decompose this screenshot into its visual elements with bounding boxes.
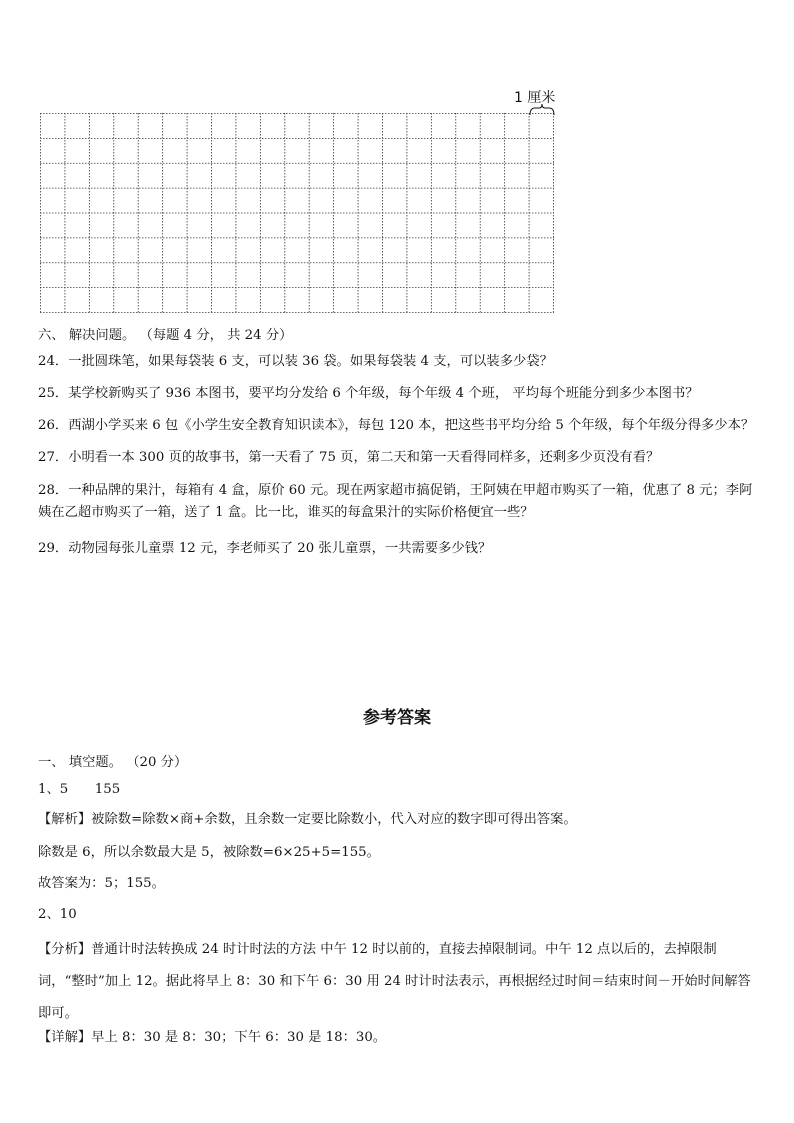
grid-lines [40,113,554,313]
question-24: 24．一批圆珠笔，如果每袋装 6 支，可以装 36 袋。如果每袋装 4 支，可以装多少袋？ [38,354,553,369]
answer-2: 2、10 [38,907,77,922]
centimeter-grid [40,113,554,313]
answer-1: 1、5 155 [38,782,121,797]
answers-title: 参考答案 [363,708,431,728]
question-27: 27．小明看一本 300 页的故事书，第一天看了 75 页，第二天和第一天看得同样多，还剩多少页没有看？ [38,450,660,465]
answer-1-result: 故答案为：5；155。 [38,876,165,891]
section1-heading: 一、 填空题。 （20 分） [38,755,188,770]
answer-1-analysis: 【解析】被除数=除数×商+余数，且余数一定要比除数小，代入对应的数字即可得出答案。 [38,812,577,827]
section6-heading: 六、 解决问题。 （每题 4 分， 共 24 分） [38,328,293,343]
answer-1-step: 除数是 6，所以余数最大是 5，被除数=6×25+5=155。 [38,845,380,860]
answer-2-detail: 【详解】早上 8：30 是 8：30；下午 6：30 是 18：30。 [38,1030,387,1045]
answer-2-analysis: 【分析】普通计时法转换成 24 时计时法的方法 中午 12 时以前的，直接去掉限制词。中午 12 点以后的，去掉限制词，“整时”加上 12。据此将早上 8：30 和下午 6：30 用 24 时计时法表示，再根据经过时间＝结束时间－开始时间解答即可。 [38,942,751,1021]
unit-label: 1 厘米 [514,90,556,106]
question-26: 26．西湖小学买来 6 包《小学生安全教育知识读本》，每包 120 本，把这些书平均分给 5 个年级，每个年级分得多少本？ [38,418,755,433]
question-28: 28．一种品牌的果汁，每箱有 4 盒，原价 60 元。现在两家超市搞促销，王阿姨在甲超市购买了一箱，优惠了 8 元；李阿姨在乙超市购买了一箱，送了 1 盒。比一比，谁买的每盒果汁的实际价格便宜一些？ [38,483,753,520]
question-25: 25．某学校新购买了 936 本图书，要平均分发给 6 个年级，每个年级 4 个班， 平均每个班能分到多少本图书？ [38,386,699,401]
unit-brace-icon [529,104,555,116]
question-29: 29．动物园每张儿童票 12 元，李老师买了 20 张儿童票，一共需要多少钱？ [38,541,492,556]
